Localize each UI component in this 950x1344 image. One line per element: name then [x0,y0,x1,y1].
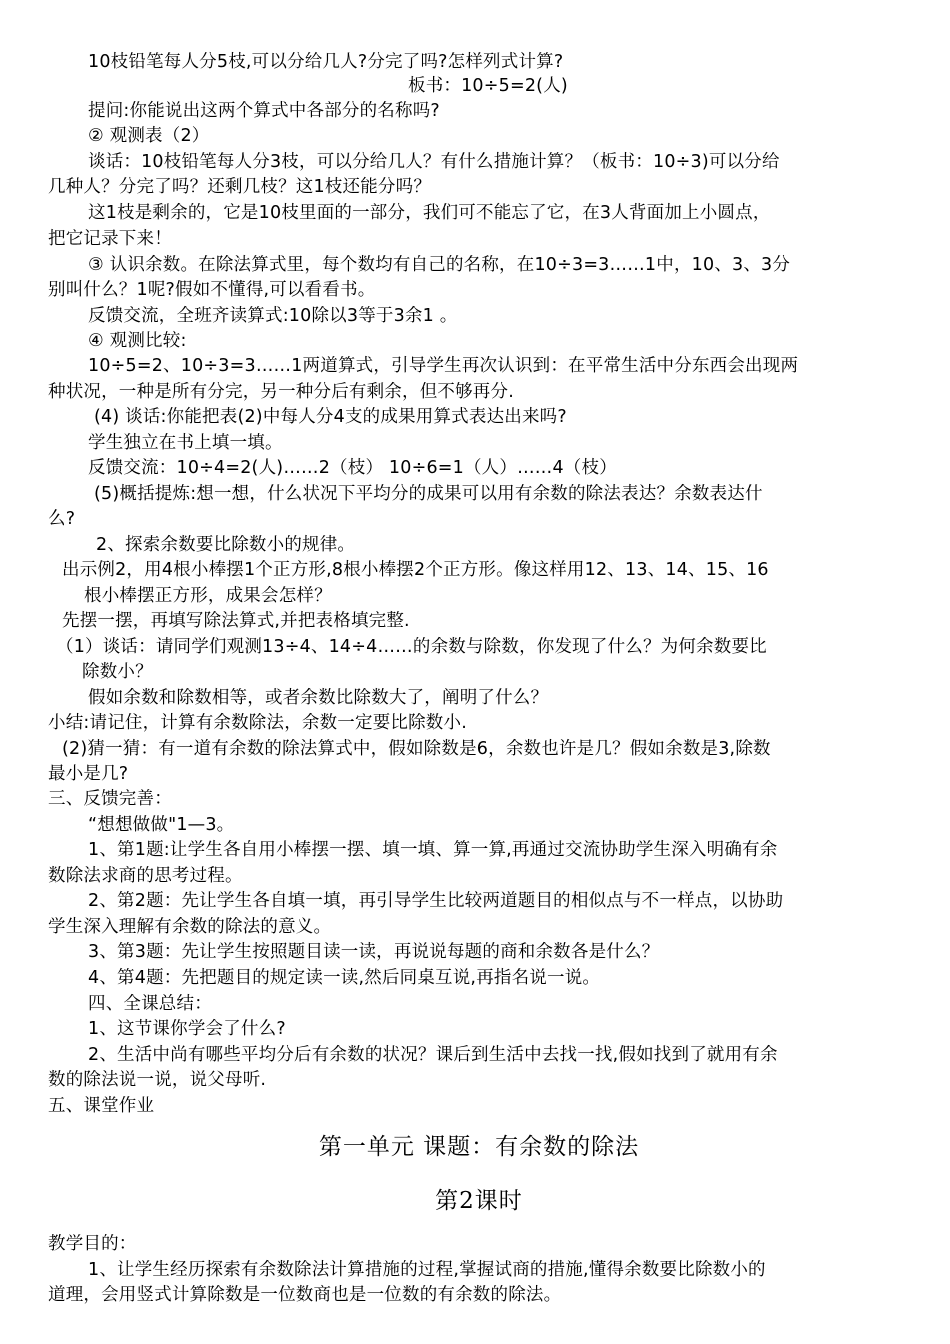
objective-line: 1、让学生经历探索有余数除法计算措施的过程,掌握试商的措施,懂得余数要比除数小的 [88,1260,766,1280]
text-line: 别叫什么？1呢?假如不懂得,可以看看书。 [48,280,376,300]
objective-line: 道理，会用竖式计算除数是一位数商也是一位数的有余数的除法。 [48,1285,562,1305]
text-line: 2、生活中尚有哪些平均分后有余数的状况？课后到生活中去找一找,假如找到了就用有余 [88,1045,778,1065]
text-line: 反馈交流，全班齐读算式:10除以3等于3余1 。 [88,306,458,326]
text-line: 小结:请记住，计算有余数除法，余数一定要比除数小. [48,713,467,733]
section-heading: 四、全课总结： [88,994,212,1014]
text-line: 1、第1题:让学生各自用小棒摆一摆、填一填、算一算,再通过交流协助学生深入明确有余 [88,840,778,860]
text-line-board: 板书：10÷5=2(人) [408,76,568,96]
text-line: 根小棒摆正方形，成果会怎样？ [84,586,332,606]
text-line: 谈话：10枝铅笔每人分3枝，可以分给几人？有什么措施计算？（板书：10÷3)可以分给 [88,152,780,172]
text-line: 反馈交流：10÷4=2(人)……2（枝） 10÷6=1（人）……4（枝） [88,458,617,478]
text-line: “想想做做"1—3。 [88,815,235,835]
text-line: 学生深入理解有余数的除法的意义。 [48,917,332,937]
text-line: 数除法求商的思考过程。 [48,866,243,886]
text-line: ④ 观测比较: [88,331,187,351]
text-line: 种状况，一种是所有分完，另一种分后有剩余，但不够再分. [48,382,514,402]
text-line: 10÷5=2、10÷3=3……1两道算式，引导学生再次认识到：在平常生活中分东西会出现两 [88,356,799,376]
text-line: 学生独立在书上填一填。 [88,433,283,453]
text-line: 把它记录下来！ [48,229,172,249]
unit-title: 第一单元 课题：有余数的除法 [318,1134,640,1160]
lesson-title: 第2课时 [435,1188,523,1214]
text-line: 最小是几? [48,764,129,784]
text-line: 提问:你能说出这两个算式中各部分的名称吗? [88,101,440,121]
text-line: 1、这节课你学会了什么? [88,1019,286,1039]
text-line: (2)猜一猜：有一道有余数的除法算式中，假如除数是6，余数也许是几？假如余数是3,除数 [62,739,771,759]
section-heading: 五、课堂作业 [48,1096,155,1116]
text-line: ② 观测表（2） [88,126,210,146]
text-line: (4) 谈话:你能把表(2)中每人分4支的成果用算式表达出来吗? [94,407,567,427]
text-line: 几种人？分完了吗？还剩几枝？这1枝还能分吗？ [48,177,432,197]
text-line: （1）谈话：请同学们观测13÷4、14÷4……的余数与除数，你发现了什么？为何余数要比 [56,637,767,657]
text-line: 先摆一摆，再填写除法算式,并把表格填完整. [62,611,410,631]
text-line: 2、探索余数要比除数小的规律。 [96,535,356,555]
text-line: 假如余数和除数相等，或者余数比除数大了，阐明了什么？ [88,688,549,708]
text-line: 3、第3题：先让学生按照题目读一读，再说说每题的商和余数各是什么？ [88,942,660,962]
text-line: 4、第4题：先把题目的规定读一读,然后同桌互说,再指名说一说。 [88,968,601,988]
text-line: 出示例2，用4根小棒摆1个正方形,8根小棒摆2个正方形。像这样用12、13、14、15、16 [62,560,769,580]
text-line: 这1枝是剩余的，它是10枝里面的一部分，我们可不能忘了它，在3人背面加上小圆点， [88,203,771,223]
section-heading: 三、反馈完善： [48,789,172,809]
text-line: 数的除法说一说，说父母听. [48,1070,267,1090]
objective-label: 教学目的： [48,1234,137,1254]
text-line: 除数小？ [82,662,153,682]
text-line: (5)概括提炼:想一想，什么状况下平均分的成果可以用有余数的除法表达？余数表达什 [94,484,763,504]
text-line: 10枝铅笔每人分5枝,可以分给几人?分完了吗?怎样列式计算? [88,52,564,72]
text-line: 2、第2题：先让学生各自填一填，再引导学生比较两道题目的相似点与不一样点，以协助 [88,891,784,911]
text-line: 么? [48,509,76,529]
text-line: ③ 认识余数。在除法算式里，每个数均有自己的名称，在10÷3=3……1中，10、3、3分 [88,255,791,275]
